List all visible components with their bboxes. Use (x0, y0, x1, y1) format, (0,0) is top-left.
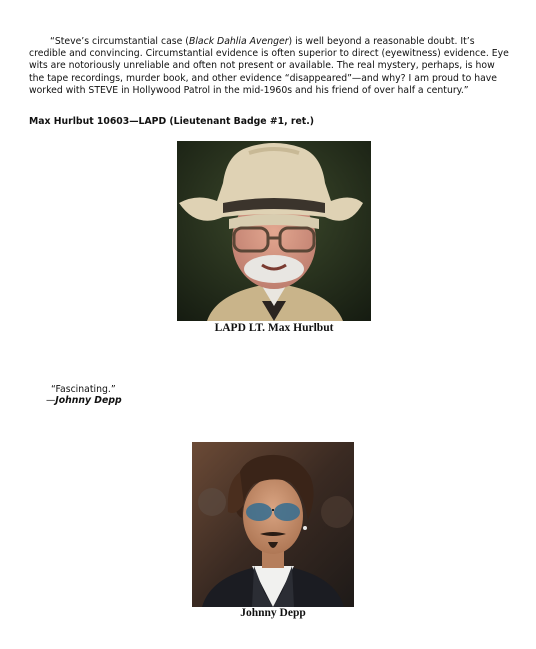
depp-caption: Johnny Depp (240, 607, 306, 619)
depp-quote: “Fascinating.” (51, 384, 116, 395)
depp-attribution (46, 395, 122, 406)
hurlbut-quote (29, 36, 509, 97)
hurlbut-photo (177, 141, 371, 321)
quote-rest: ) is well beyond a reasonable doubt. It’s credible and convincing. Circumstantial evidence is often superior to direct (eyewitness) evidence. Eye wits are notoriously unreliable and often not present or available. The real mystery, perhaps, is how the tape recordings, murder book, and other evidence “disappeared”—and why? I am proud to have worked with STEVE in Hollywood Patrol in the mid-1960s and his friend of over half a century.” (29, 36, 509, 96)
book-title: Black Dahlia Avenger (188, 36, 289, 47)
quote-open: “Steve’s circumstantial case ( (50, 36, 189, 47)
hurlbut-attribution: Max Hurlbut 10603—LAPD (Lieutenant Badge #1, ret.) (29, 116, 314, 127)
hurlbut-caption: LAPD LT. Max Hurlbut (214, 322, 334, 334)
attribution-dash: — (46, 395, 56, 406)
depp-photo (192, 442, 354, 607)
attribution-name: Johnny Depp (55, 395, 122, 406)
